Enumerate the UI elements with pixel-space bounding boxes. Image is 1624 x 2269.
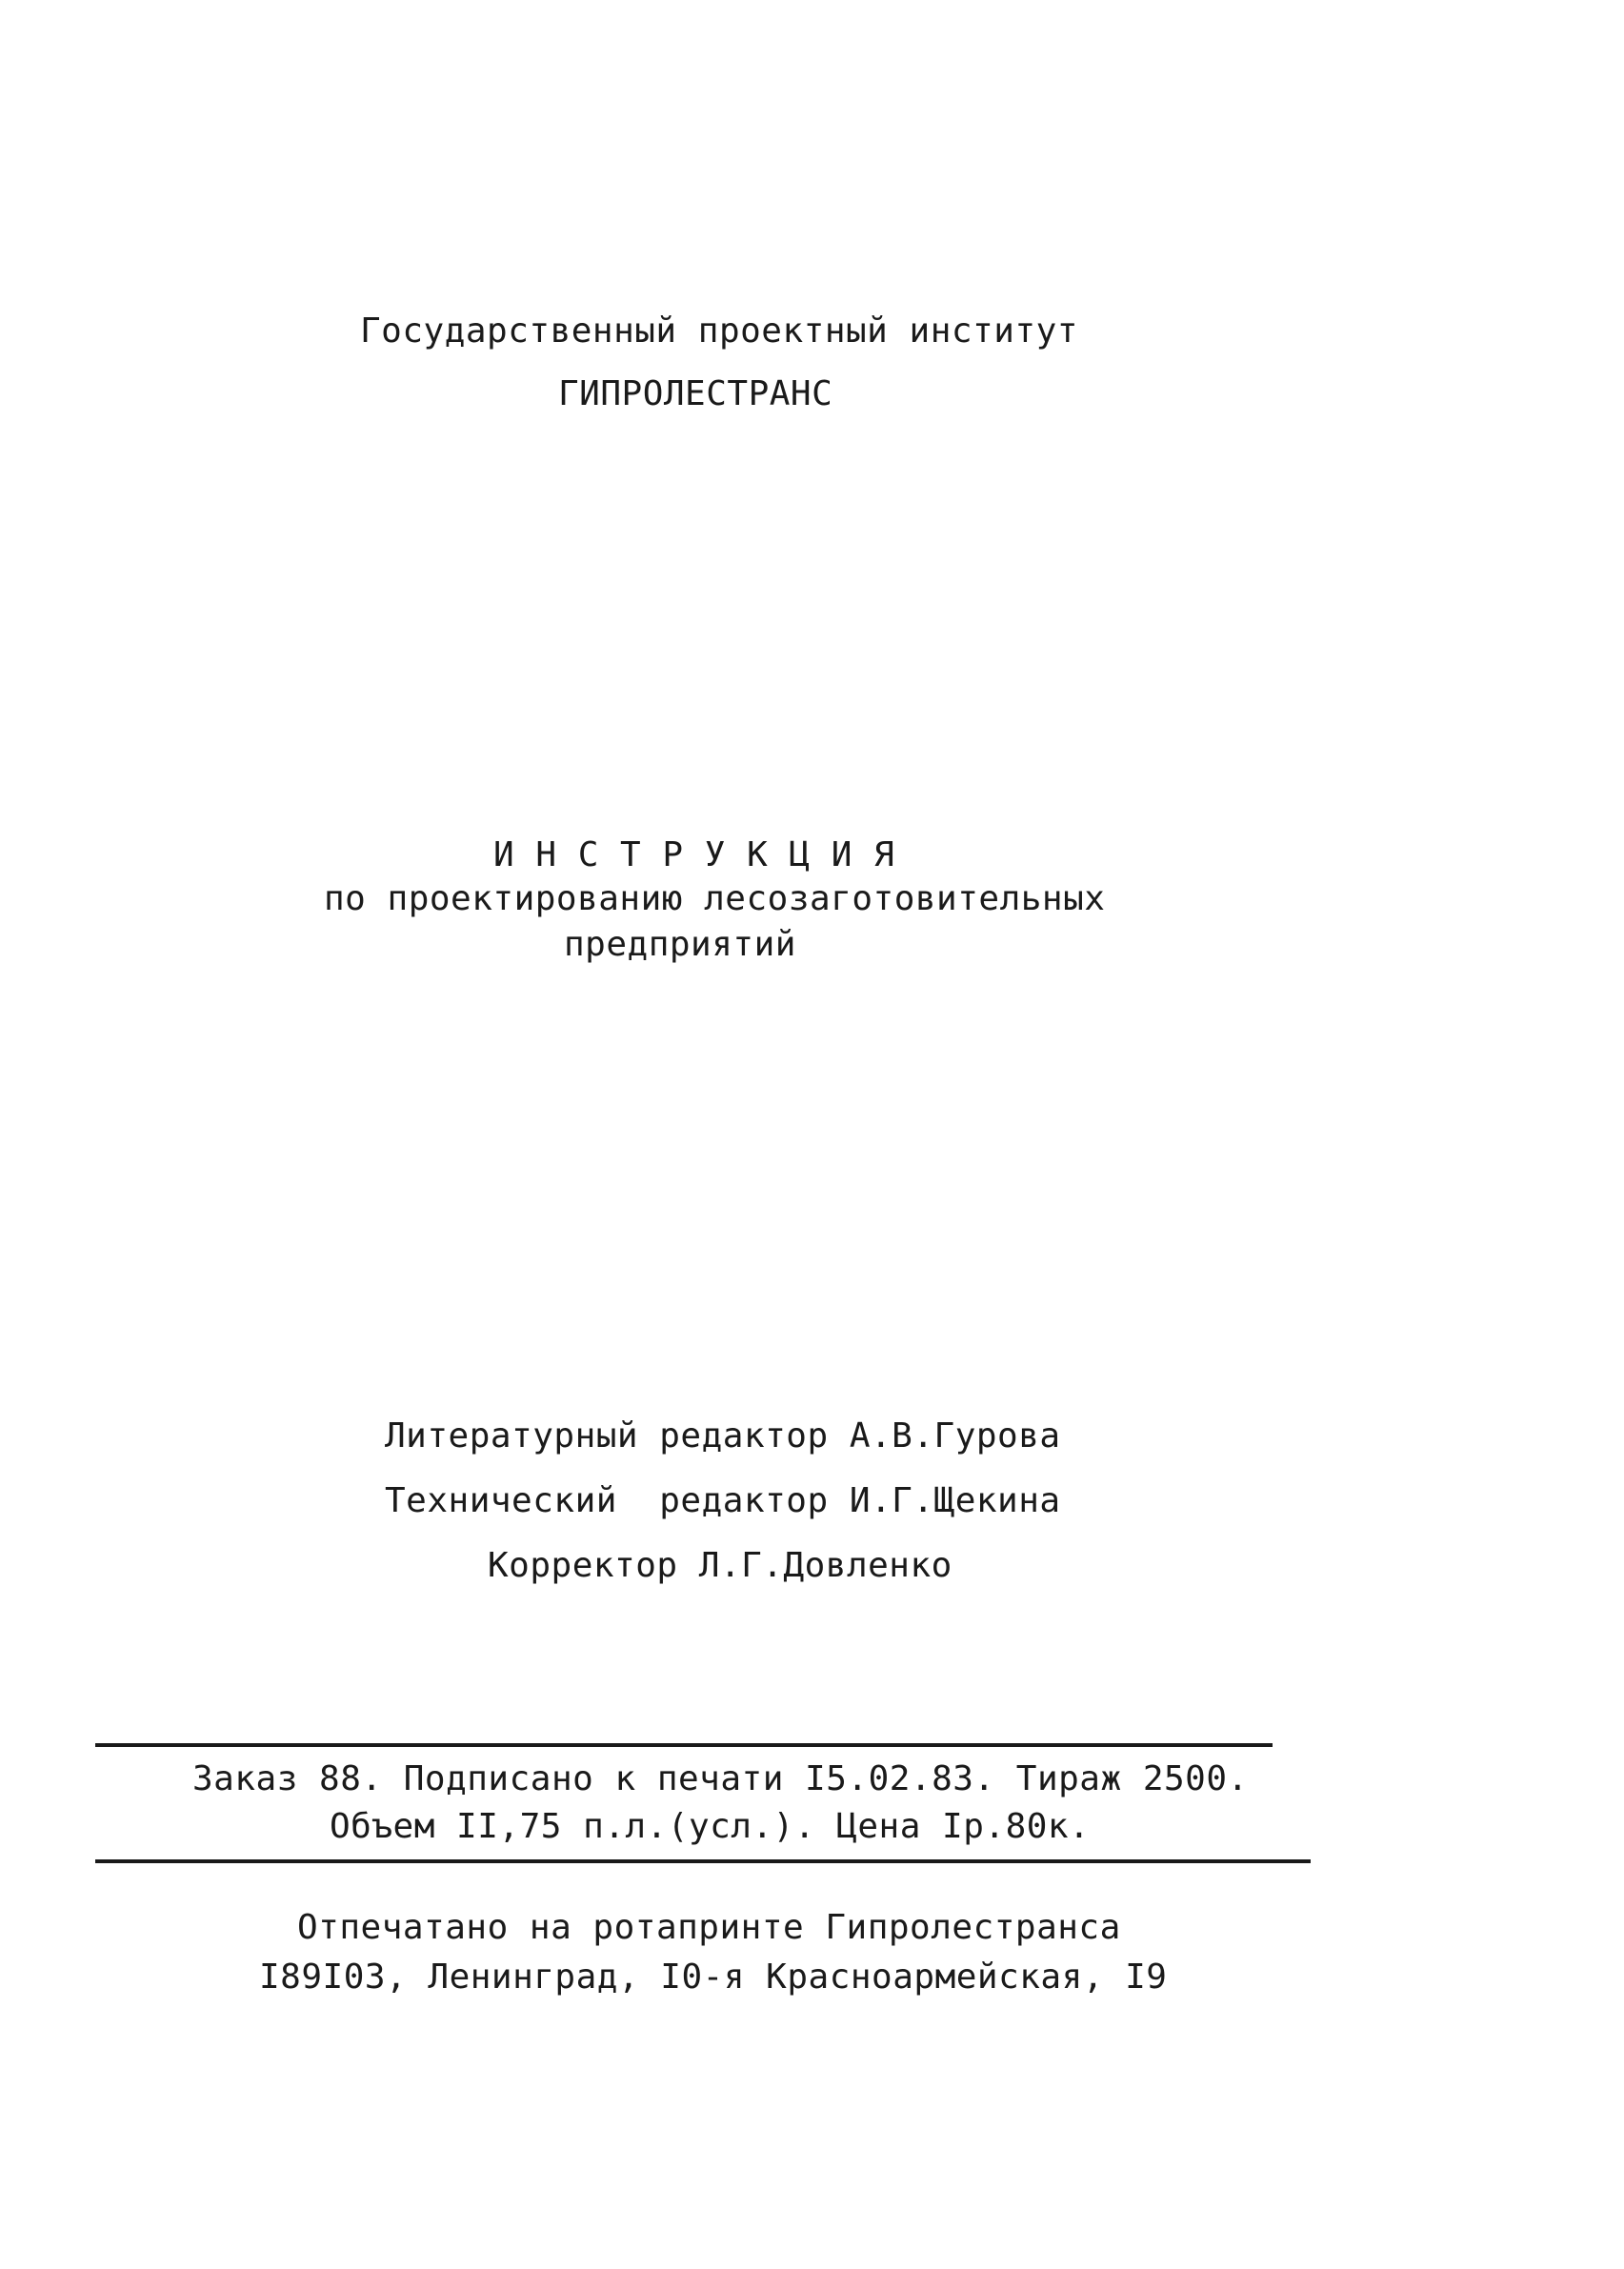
imprint-bottom-rule <box>95 1859 1311 1863</box>
institute-acronym: ГИПРОЛЕСТРАНС <box>558 374 833 413</box>
document-title: И Н С Т Р У К Ц И Я <box>493 835 895 874</box>
institute-name: Государственный проектный институт <box>360 311 1078 351</box>
printer-line-1: Отпечатано на ротапринте Гипролестранса <box>297 1908 1121 1947</box>
imprint-line-1: Заказ 88. Подписано к печати I5.02.83. Тираж 2500. <box>192 1759 1249 1798</box>
technical-editor-credit: Технический редактор И.Г.Щекина <box>385 1481 1061 1520</box>
printer-address: I89I03, Ленинград, I0-я Красноармейская, I9 <box>259 1958 1168 1997</box>
document-subtitle-line-2: предприятий <box>564 925 796 964</box>
proofreader-credit: Корректор Л.Г.Довленко <box>488 1546 952 1585</box>
imprint-line-2: Объем II,75 п.л.(усл.). Цена Iр.80к. <box>330 1807 1091 1846</box>
document-subtitle-line-1: по проектированию лесозаготовительных <box>324 879 1106 918</box>
imprint-top-rule <box>95 1743 1273 1747</box>
literary-editor-credit: Литературный редактор А.В.Гурова <box>385 1416 1061 1456</box>
